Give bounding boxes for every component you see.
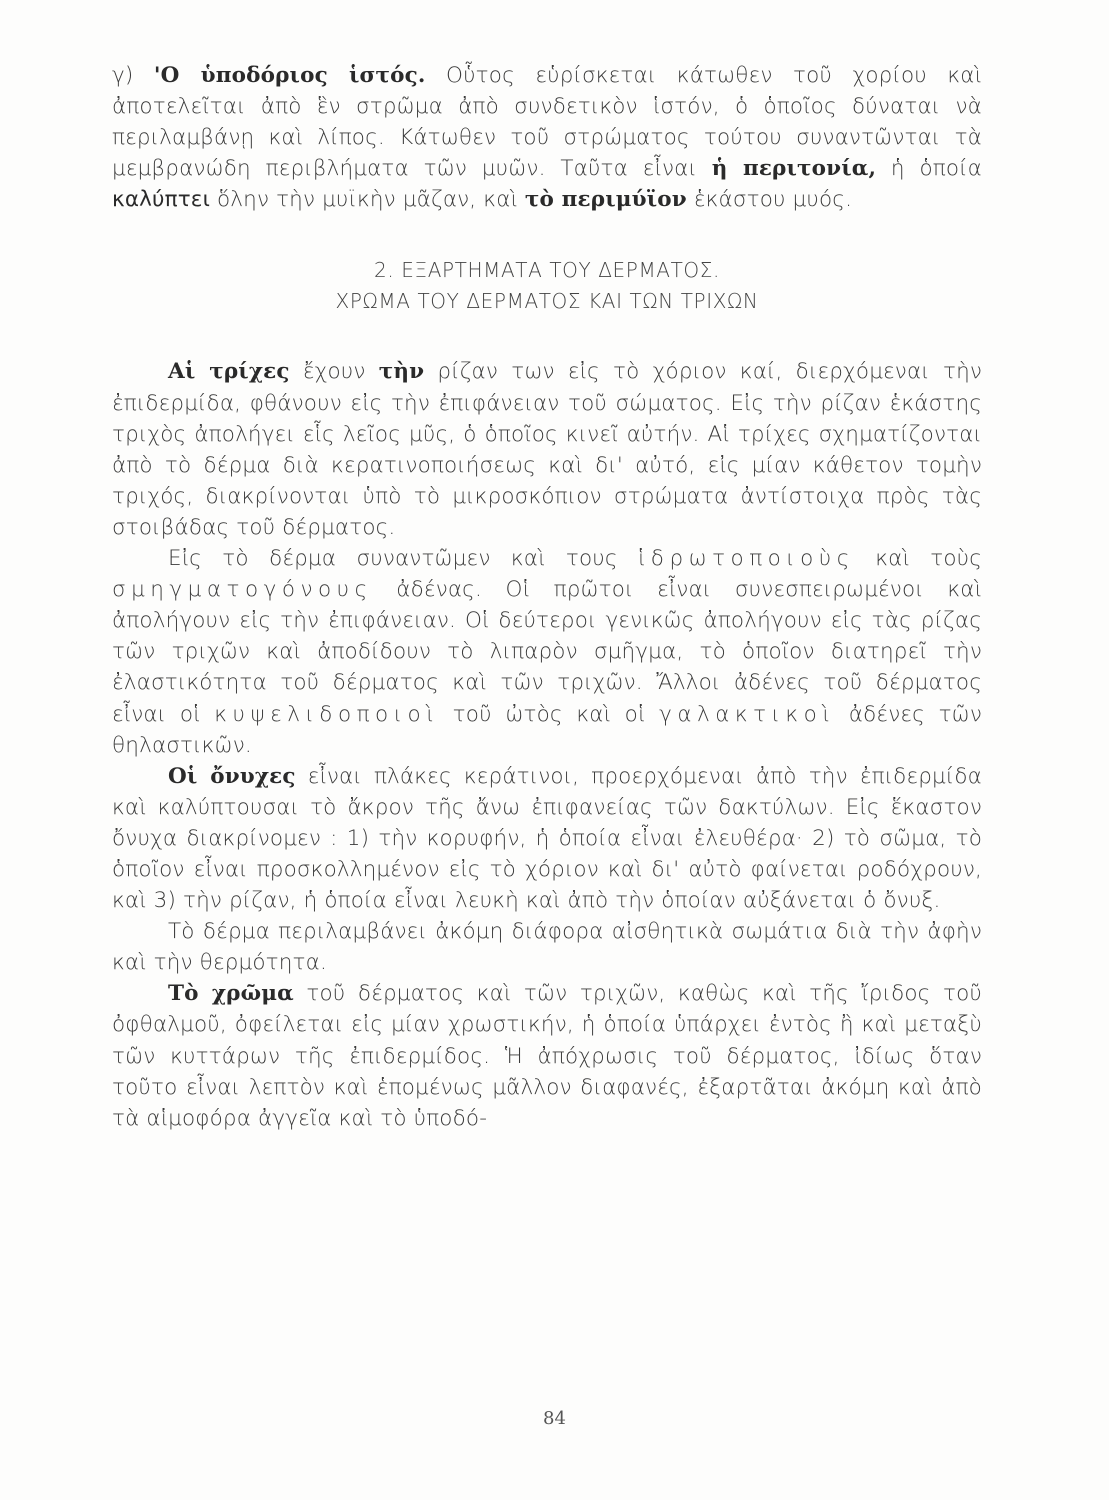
page-number: 84: [543, 1408, 566, 1429]
paragraph-text: τοῦ ὠτὸς καὶ οἱ: [438, 701, 660, 727]
page-body: [112, 60, 982, 1134]
paragraph-text: ὅλην τὴν μυϊκὴν μᾶζαν, καὶ: [210, 187, 525, 213]
section-heading-line-2: ΧΡΩΜΑ ΤΟΥ ΔΕΡΜΑΤΟΣ ΚΑΙ ΤΩΝ ΤΡΙΧΩΝ: [335, 289, 759, 314]
paragraph-nails: [112, 761, 982, 916]
paragraph-lead-term: Οἱ ὄνυχες: [168, 763, 296, 789]
paragraph-text: τοῦ δέρματος καὶ τῶν τριχῶν, καθὼς καὶ τῆς ἴριδος τοῦ ὀφθαλμοῦ, ὀφείλεται εἰς μίαν χρωστικήν, ἡ ὁποία ὑπάρχει ἐντὸς ἢ καὶ μεταξὺ τῶν κυττάρων τῆς ἐπιδερμίδος. Ἡ ἀπόχρωσις τοῦ δέρματος, ἰδίως ὅταν τοῦτο εἶναι λεπτὸν καὶ ἑπομένως μᾶλλον διαφανές, ἐξαρτᾶται ἀκόμη καὶ ἀπὸ τὰ αἱμοφόρα ἀγγεῖα καὶ τὸ ὑποδό-: [112, 981, 982, 1131]
paragraph-text: ἔχουν: [289, 359, 379, 385]
paragraph-text: εἶναι πλάκες κεράτινοι, προερχόμεναι ἀπὸ τὴν ἐπιδερμίδα καὶ καλύπτουσαι τὸ ἄκρον τῆς ἄνω ἐπιφανείας τῶν δακτύλων. Εἰς ἕκαστον ὄνυχα διακρίνομεν : 1) τὴν κορυφήν, ἡ ὁποία εἶναι ἐλευθέρα· 2) τὸ σῶμα, τὸ ὁποῖον εἶναι προσκολλημένον εἰς τὸ χόριον καὶ δι' αὐτὸ φαίνεται ροδόχρουν, καὶ 3) τὴν ρίζαν, ἡ ὁποία εἶναι λευκὴ καὶ ἀπὸ τὴν ὁποίαν αὐξάνεται ὁ ὄνυξ.: [112, 763, 982, 914]
spaced-term-sweat-glands: ἱδρωτοποιοὺς: [638, 546, 855, 572]
paragraph-text: ἀδένας. Οἱ πρῶτοι εἶναι συνεσπειρωμένοι καὶ ἀπολήγουν εἰς τὴν ἐπιφάνειαν. Οἱ δεύτεροι γενικῶς ἀπολήγουν εἰς τὰς ρίζας τῶν τριχῶν καὶ ἀποδίδουν τὸ λιπαρὸν σμῆγμα, τὸ ὁποῖον διατηρεῖ τὴν ἐλαστικότητα τοῦ δέρματος καὶ τῶν τριχῶν. Ἄλλοι ἀδένες τοῦ δέρματος εἶναι οἱ: [112, 577, 982, 727]
section-heading-line-1: 2. ΕΞΑΡΤΗΜΑΤΑ ΤΟΥ ΔΕΡΜΑΤΟΣ.: [374, 258, 720, 283]
paragraph-text: ἀδένες τῶν θηλαστικῶν.: [112, 701, 982, 758]
item-label: γ): [112, 63, 134, 88]
paragraph-lead-term: 'Ο ὑποδόριος ἱστός.: [153, 63, 426, 88]
paragraph-text: καὶ τοὺς: [854, 546, 983, 572]
paragraph-glands: [112, 543, 982, 761]
spaced-term-ceruminous: κυψελιδοποιοὶ: [214, 701, 439, 727]
paragraph-text: ἑκάστου μυός.: [686, 187, 853, 213]
paragraph-subcutaneous-tissue: [112, 60, 982, 215]
paragraph-text: ρίζαν των εἰς τὸ χόριον καί, διερχόμεναι τὴν ἐπιδερμίδα, φθάνουν εἰς τὴν ἐπιφάνειαν τοῦ σώματος. Εἰς τὴν ρίζαν ἑκάστης τριχὸς ἀπολήγει εἷς λεῖος μῦς, ὁ ὁποῖος κινεῖ αὐτήν. Αἱ τρίχες σχηματίζονται ἀπὸ τὸ δέρμα διὰ κερατινοποιήσεως καὶ δι' αὐτό, εἰς μίαν κάθετον τομὴν τριχός, διακρίνονται ὑπὸ τὸ μικροσκόπιον στρώματα ἀντίστοιχα πρὸς τὰς στοιβάδας τοῦ δέρματος.: [112, 359, 983, 540]
paragraph-text: Οὗτος εὑρίσκεται κάτωθεν τοῦ χορίου καὶ ἀποτελεῖται ἀπὸ ἓν στρῶμα ἀπὸ συνδετικὸν ἱστόν, ὁ ὁποῖος δύναται νὰ περιλαμβάνῃ καὶ λίπος. Κάτωθεν τοῦ στρώματος τούτου συναντῶνται τὰ μεμβρανώδη περιβλήματα τῶν μυῶν. Ταῦτα εἶναι: [112, 63, 982, 182]
term-perimysium: τὸ περιμύϊον: [524, 187, 687, 213]
paragraph-lead-term: Αἱ τρίχες: [168, 359, 290, 385]
paragraph-hair: [112, 356, 982, 543]
paragraph-colour: [112, 978, 982, 1133]
section-heading: [112, 255, 982, 317]
emphasis-word: καλύπτει: [112, 187, 210, 213]
paragraph-text: Εἰς τὸ δέρμα συναντῶμεν καὶ τους: [168, 546, 639, 572]
paragraph-corpuscles: [112, 916, 982, 978]
paragraph-text: ἡ ὁποία: [876, 156, 982, 182]
spaced-term-mammary: γαλακτικοὶ: [659, 701, 836, 727]
paragraph-text: Τὸ δέρμα περιλαμβάνει ἀκόμη διάφορα αἰσθητικὰ σωμάτια διὰ τὴν ἀφὴν καὶ τὴν θερμότητα.: [112, 919, 982, 976]
spaced-term-sebaceous: σμηγματογόνους: [112, 577, 373, 603]
emphasis-word: τὴν: [378, 359, 425, 385]
paragraph-lead-term: Τὸ χρῶμα: [168, 981, 294, 1007]
term-fascia: ἡ περιτονία,: [711, 156, 877, 182]
